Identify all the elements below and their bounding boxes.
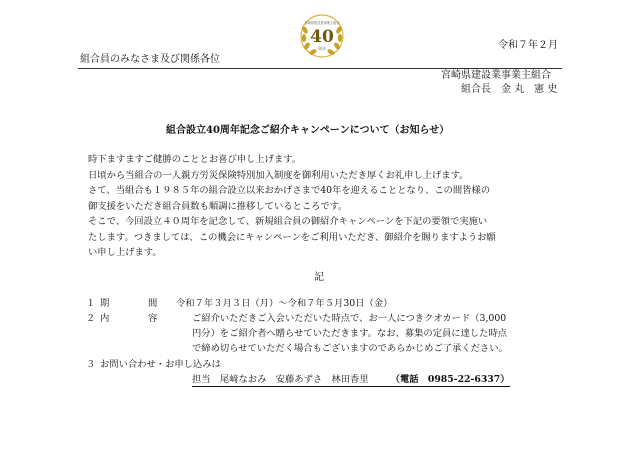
paragraph-history-line1: さて、当組合も１９８５年の組合設立以来おかげさまで40年を迎えることとなり、この間皆様の: [88, 185, 491, 196]
ki-heading: 記: [314, 272, 324, 283]
organization-head: 組合長 金 丸 憲 史: [461, 84, 558, 95]
item-label-content-a: 内: [100, 313, 110, 324]
item-number-1: １: [86, 298, 96, 309]
paragraph-thanks: 日頃から当組合の一人親方労災保険特別加入制度を御利用いただき厚くお礼申し上げます。: [88, 169, 469, 181]
paragraph-history-line2: 御支援をいただき組合員数も順調に推移しているところです。: [88, 200, 348, 212]
contact-persons: 担当 尾﨑なおみ 安藤あずさ 林田香里: [192, 374, 369, 385]
paragraph-campaign-line1: そこで、今回設立４０周年を記念して、新規組合員の御紹介キャンペーンを下記の要領で実施い: [88, 216, 488, 227]
paragraph-campaign-line3: い申し上げます。: [88, 247, 162, 258]
document-date: 令和７年２月: [498, 40, 558, 51]
item-content-line2: 円分）をご紹介者へ贈らせていただきます。なお、募集の定員に達した時点: [192, 328, 508, 339]
item-number-3: ３: [86, 359, 96, 370]
item-number-2: ２: [86, 313, 96, 324]
paragraph-greeting: 時下ますますご健勝のこととお喜び申し上げます。: [88, 154, 302, 165]
addressee: 組合員のみなさま及び関係各位: [80, 54, 220, 65]
item-label-content-b: 容: [148, 313, 158, 324]
contact-line: [192, 374, 510, 387]
badge-number: 40: [310, 27, 334, 47]
document-title: 組合設立40周年記念ご紹介キャンペーンについて（お知らせ）: [166, 125, 450, 136]
item-label-period-a: 期: [100, 298, 110, 309]
badge-caption-bottom: 周年: [318, 46, 326, 51]
item-period-text: 令和７年３月３日（月）～令和７年５月30日（金）: [176, 298, 393, 309]
organization-name: 宮崎県建設業事業主組合: [441, 70, 551, 81]
item-content-line1: ご紹介いただきご入会いただいた時点で、お一人につきクオカード（3,000: [192, 313, 507, 324]
badge-caption-top: 宮崎県建設業事業主組合: [304, 21, 340, 25]
paragraph-campaign-line2: たします。つきましては、この機会にキャンペーンをご利用いただき、御紹介を賜りますようお願: [88, 231, 496, 243]
contact-phone: （電話 0985-22-6337）: [390, 374, 510, 385]
item-label-period-b: 間: [148, 298, 158, 309]
item-content-line3: で締め切らせていただく場合もございますのであらかじめご了承ください。: [192, 343, 508, 354]
anniversary-badge: [300, 14, 344, 58]
body-text: [88, 152, 550, 261]
header-divider: [78, 68, 562, 69]
item-inquiry-label: お問い合わせ・お申し込みは: [100, 359, 221, 370]
